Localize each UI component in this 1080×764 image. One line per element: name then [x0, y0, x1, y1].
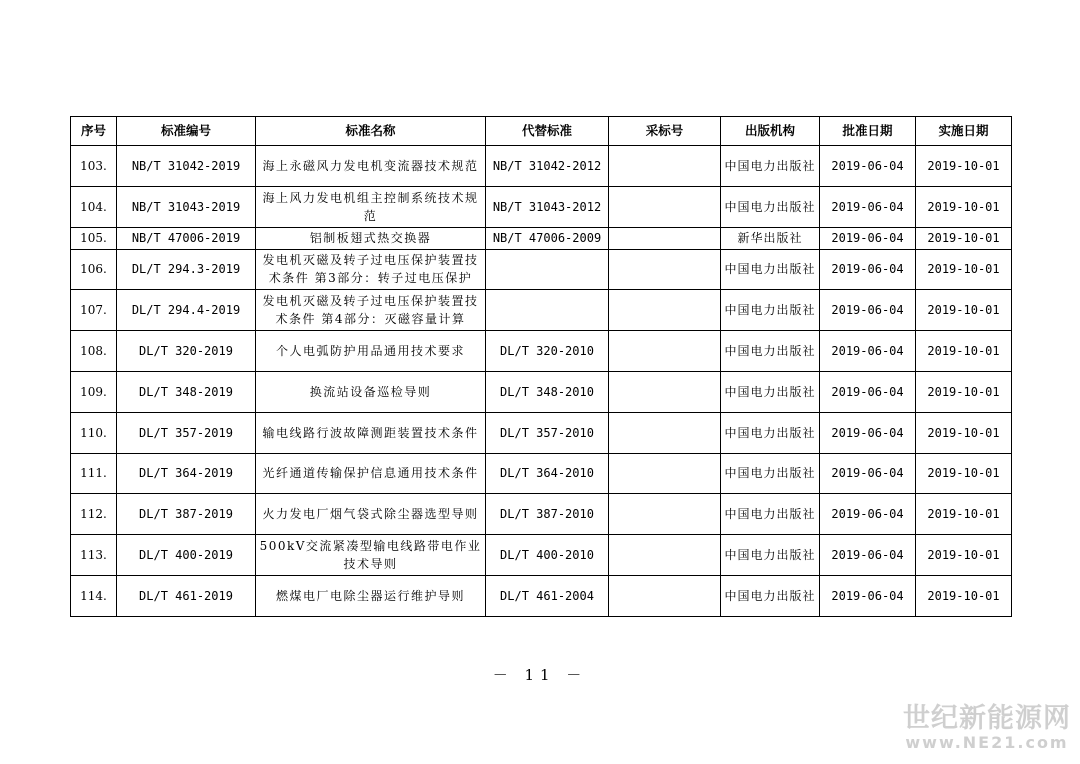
- cell-approved: 2019-06-04: [820, 371, 916, 412]
- cell-seq: 105.: [71, 227, 117, 249]
- cell-adopt: [609, 535, 721, 576]
- cell-approved: 2019-06-04: [820, 146, 916, 187]
- cell-code: DL/T 400-2019: [117, 535, 256, 576]
- watermark: [902, 704, 1072, 752]
- cell-adopt: [609, 453, 721, 494]
- cell-effective: 2019-10-01: [916, 331, 1012, 372]
- cell-publisher: 中国电力出版社: [721, 575, 820, 616]
- table-row: [71, 249, 1012, 290]
- cell-replaces: DL/T 461-2004: [486, 575, 609, 616]
- cell-seq: 114.: [71, 575, 117, 616]
- cell-name: 光纤通道传输保护信息通用技术条件: [256, 453, 486, 494]
- table-row: [71, 575, 1012, 616]
- cell-name: 铝制板翅式热交换器: [256, 227, 486, 249]
- cell-name: 换流站设备巡检导则: [256, 371, 486, 412]
- cell-publisher: 中国电力出版社: [721, 371, 820, 412]
- cell-publisher: 中国电力出版社: [721, 186, 820, 227]
- cell-effective: 2019-10-01: [916, 453, 1012, 494]
- cell-seq: 103.: [71, 146, 117, 187]
- cell-publisher: 中国电力出版社: [721, 412, 820, 453]
- cell-replaces: [486, 290, 609, 331]
- cell-replaces: DL/T 348-2010: [486, 371, 609, 412]
- cell-name: 500kV交流紧凑型输电线路带电作业技术导则: [256, 535, 486, 576]
- cell-code: DL/T 294.4-2019: [117, 290, 256, 331]
- cell-replaces: DL/T 320-2010: [486, 331, 609, 372]
- cell-publisher: 中国电力出版社: [721, 535, 820, 576]
- watermark-text: 世纪新能源网: [903, 703, 1071, 734]
- cell-effective: 2019-10-01: [916, 227, 1012, 249]
- cell-replaces: NB/T 31042-2012: [486, 146, 609, 187]
- cell-seq: 104.: [71, 186, 117, 227]
- cell-publisher: 中国电力出版社: [721, 494, 820, 535]
- header-approved: 批准日期: [820, 117, 916, 146]
- cell-effective: 2019-10-01: [916, 290, 1012, 331]
- table-row: [71, 494, 1012, 535]
- cell-code: DL/T 364-2019: [117, 453, 256, 494]
- cell-effective: 2019-10-01: [916, 575, 1012, 616]
- header-seq: 序号: [71, 117, 117, 146]
- cell-approved: 2019-06-04: [820, 575, 916, 616]
- cell-replaces: DL/T 357-2010: [486, 412, 609, 453]
- cell-adopt: [609, 412, 721, 453]
- watermark-url: www.NE21.com: [905, 733, 1069, 752]
- cell-replaces: DL/T 364-2010: [486, 453, 609, 494]
- cell-publisher: 中国电力出版社: [721, 290, 820, 331]
- cell-effective: 2019-10-01: [916, 186, 1012, 227]
- cell-replaces: [486, 249, 609, 290]
- cell-code: DL/T 461-2019: [117, 575, 256, 616]
- cell-name: 发电机灭磁及转子过电压保护装置技术条件 第3部分：转子过电压保护: [256, 249, 486, 290]
- header-adopt: 采标号: [609, 117, 721, 146]
- table-row: [71, 371, 1012, 412]
- cell-adopt: [609, 290, 721, 331]
- cell-approved: 2019-06-04: [820, 453, 916, 494]
- cell-publisher: 中国电力出版社: [721, 453, 820, 494]
- cell-replaces: NB/T 47006-2009: [486, 227, 609, 249]
- cell-effective: 2019-10-01: [916, 535, 1012, 576]
- table-row: [71, 412, 1012, 453]
- cell-approved: 2019-06-04: [820, 412, 916, 453]
- cell-name: 发电机灭磁及转子过电压保护装置技术条件 第4部分：灭磁容量计算: [256, 290, 486, 331]
- table-row: [71, 146, 1012, 187]
- cell-name: 输电线路行波故障测距装置技术条件: [256, 412, 486, 453]
- header-replaces: 代替标准: [486, 117, 609, 146]
- cell-seq: 112.: [71, 494, 117, 535]
- cell-seq: 106.: [71, 249, 117, 290]
- cell-effective: 2019-10-01: [916, 412, 1012, 453]
- page-number: － 11 －: [492, 666, 588, 684]
- cell-adopt: [609, 146, 721, 187]
- table-header-row: [71, 117, 1012, 146]
- header-effective: 实施日期: [916, 117, 1012, 146]
- cell-code: DL/T 348-2019: [117, 371, 256, 412]
- cell-adopt: [609, 227, 721, 249]
- table-body: [71, 146, 1012, 617]
- cell-effective: 2019-10-01: [916, 249, 1012, 290]
- standards-table: [70, 116, 1012, 617]
- cell-code: NB/T 47006-2019: [117, 227, 256, 249]
- cell-approved: 2019-06-04: [820, 494, 916, 535]
- table-row: [71, 227, 1012, 249]
- cell-approved: 2019-06-04: [820, 535, 916, 576]
- cell-effective: 2019-10-01: [916, 146, 1012, 187]
- cell-seq: 113.: [71, 535, 117, 576]
- cell-name: 火力发电厂烟气袋式除尘器选型导则: [256, 494, 486, 535]
- cell-adopt: [609, 249, 721, 290]
- cell-approved: 2019-06-04: [820, 249, 916, 290]
- cell-publisher: 中国电力出版社: [721, 146, 820, 187]
- cell-adopt: [609, 494, 721, 535]
- cell-name: 海上风力发电机组主控制系统技术规范: [256, 186, 486, 227]
- header-code: 标准编号: [117, 117, 256, 146]
- cell-approved: 2019-06-04: [820, 186, 916, 227]
- header-publisher: 出版机构: [721, 117, 820, 146]
- cell-adopt: [609, 331, 721, 372]
- cell-code: DL/T 294.3-2019: [117, 249, 256, 290]
- cell-name: 个人电弧防护用品通用技术要求: [256, 331, 486, 372]
- header-name: 标准名称: [256, 117, 486, 146]
- table-row: [71, 186, 1012, 227]
- cell-adopt: [609, 575, 721, 616]
- table-row: [71, 290, 1012, 331]
- cell-name: 燃煤电厂电除尘器运行维护导则: [256, 575, 486, 616]
- cell-approved: 2019-06-04: [820, 227, 916, 249]
- cell-adopt: [609, 371, 721, 412]
- cell-effective: 2019-10-01: [916, 494, 1012, 535]
- cell-publisher: 中国电力出版社: [721, 249, 820, 290]
- cell-approved: 2019-06-04: [820, 331, 916, 372]
- cell-replaces: NB/T 31043-2012: [486, 186, 609, 227]
- cell-code: DL/T 387-2019: [117, 494, 256, 535]
- cell-code: DL/T 320-2019: [117, 331, 256, 372]
- table-row: [71, 331, 1012, 372]
- cell-replaces: DL/T 400-2010: [486, 535, 609, 576]
- table-row: [71, 453, 1012, 494]
- cell-code: NB/T 31042-2019: [117, 146, 256, 187]
- cell-replaces: DL/T 387-2010: [486, 494, 609, 535]
- cell-adopt: [609, 186, 721, 227]
- cell-seq: 111.: [71, 453, 117, 494]
- cell-seq: 109.: [71, 371, 117, 412]
- cell-code: DL/T 357-2019: [117, 412, 256, 453]
- cell-name: 海上永磁风力发电机变流器技术规范: [256, 146, 486, 187]
- table-row: [71, 535, 1012, 576]
- cell-publisher: 中国电力出版社: [721, 331, 820, 372]
- cell-publisher: 新华出版社: [721, 227, 820, 249]
- cell-seq: 107.: [71, 290, 117, 331]
- cell-code: NB/T 31043-2019: [117, 186, 256, 227]
- cell-seq: 108.: [71, 331, 117, 372]
- cell-effective: 2019-10-01: [916, 371, 1012, 412]
- cell-approved: 2019-06-04: [820, 290, 916, 331]
- cell-seq: 110.: [71, 412, 117, 453]
